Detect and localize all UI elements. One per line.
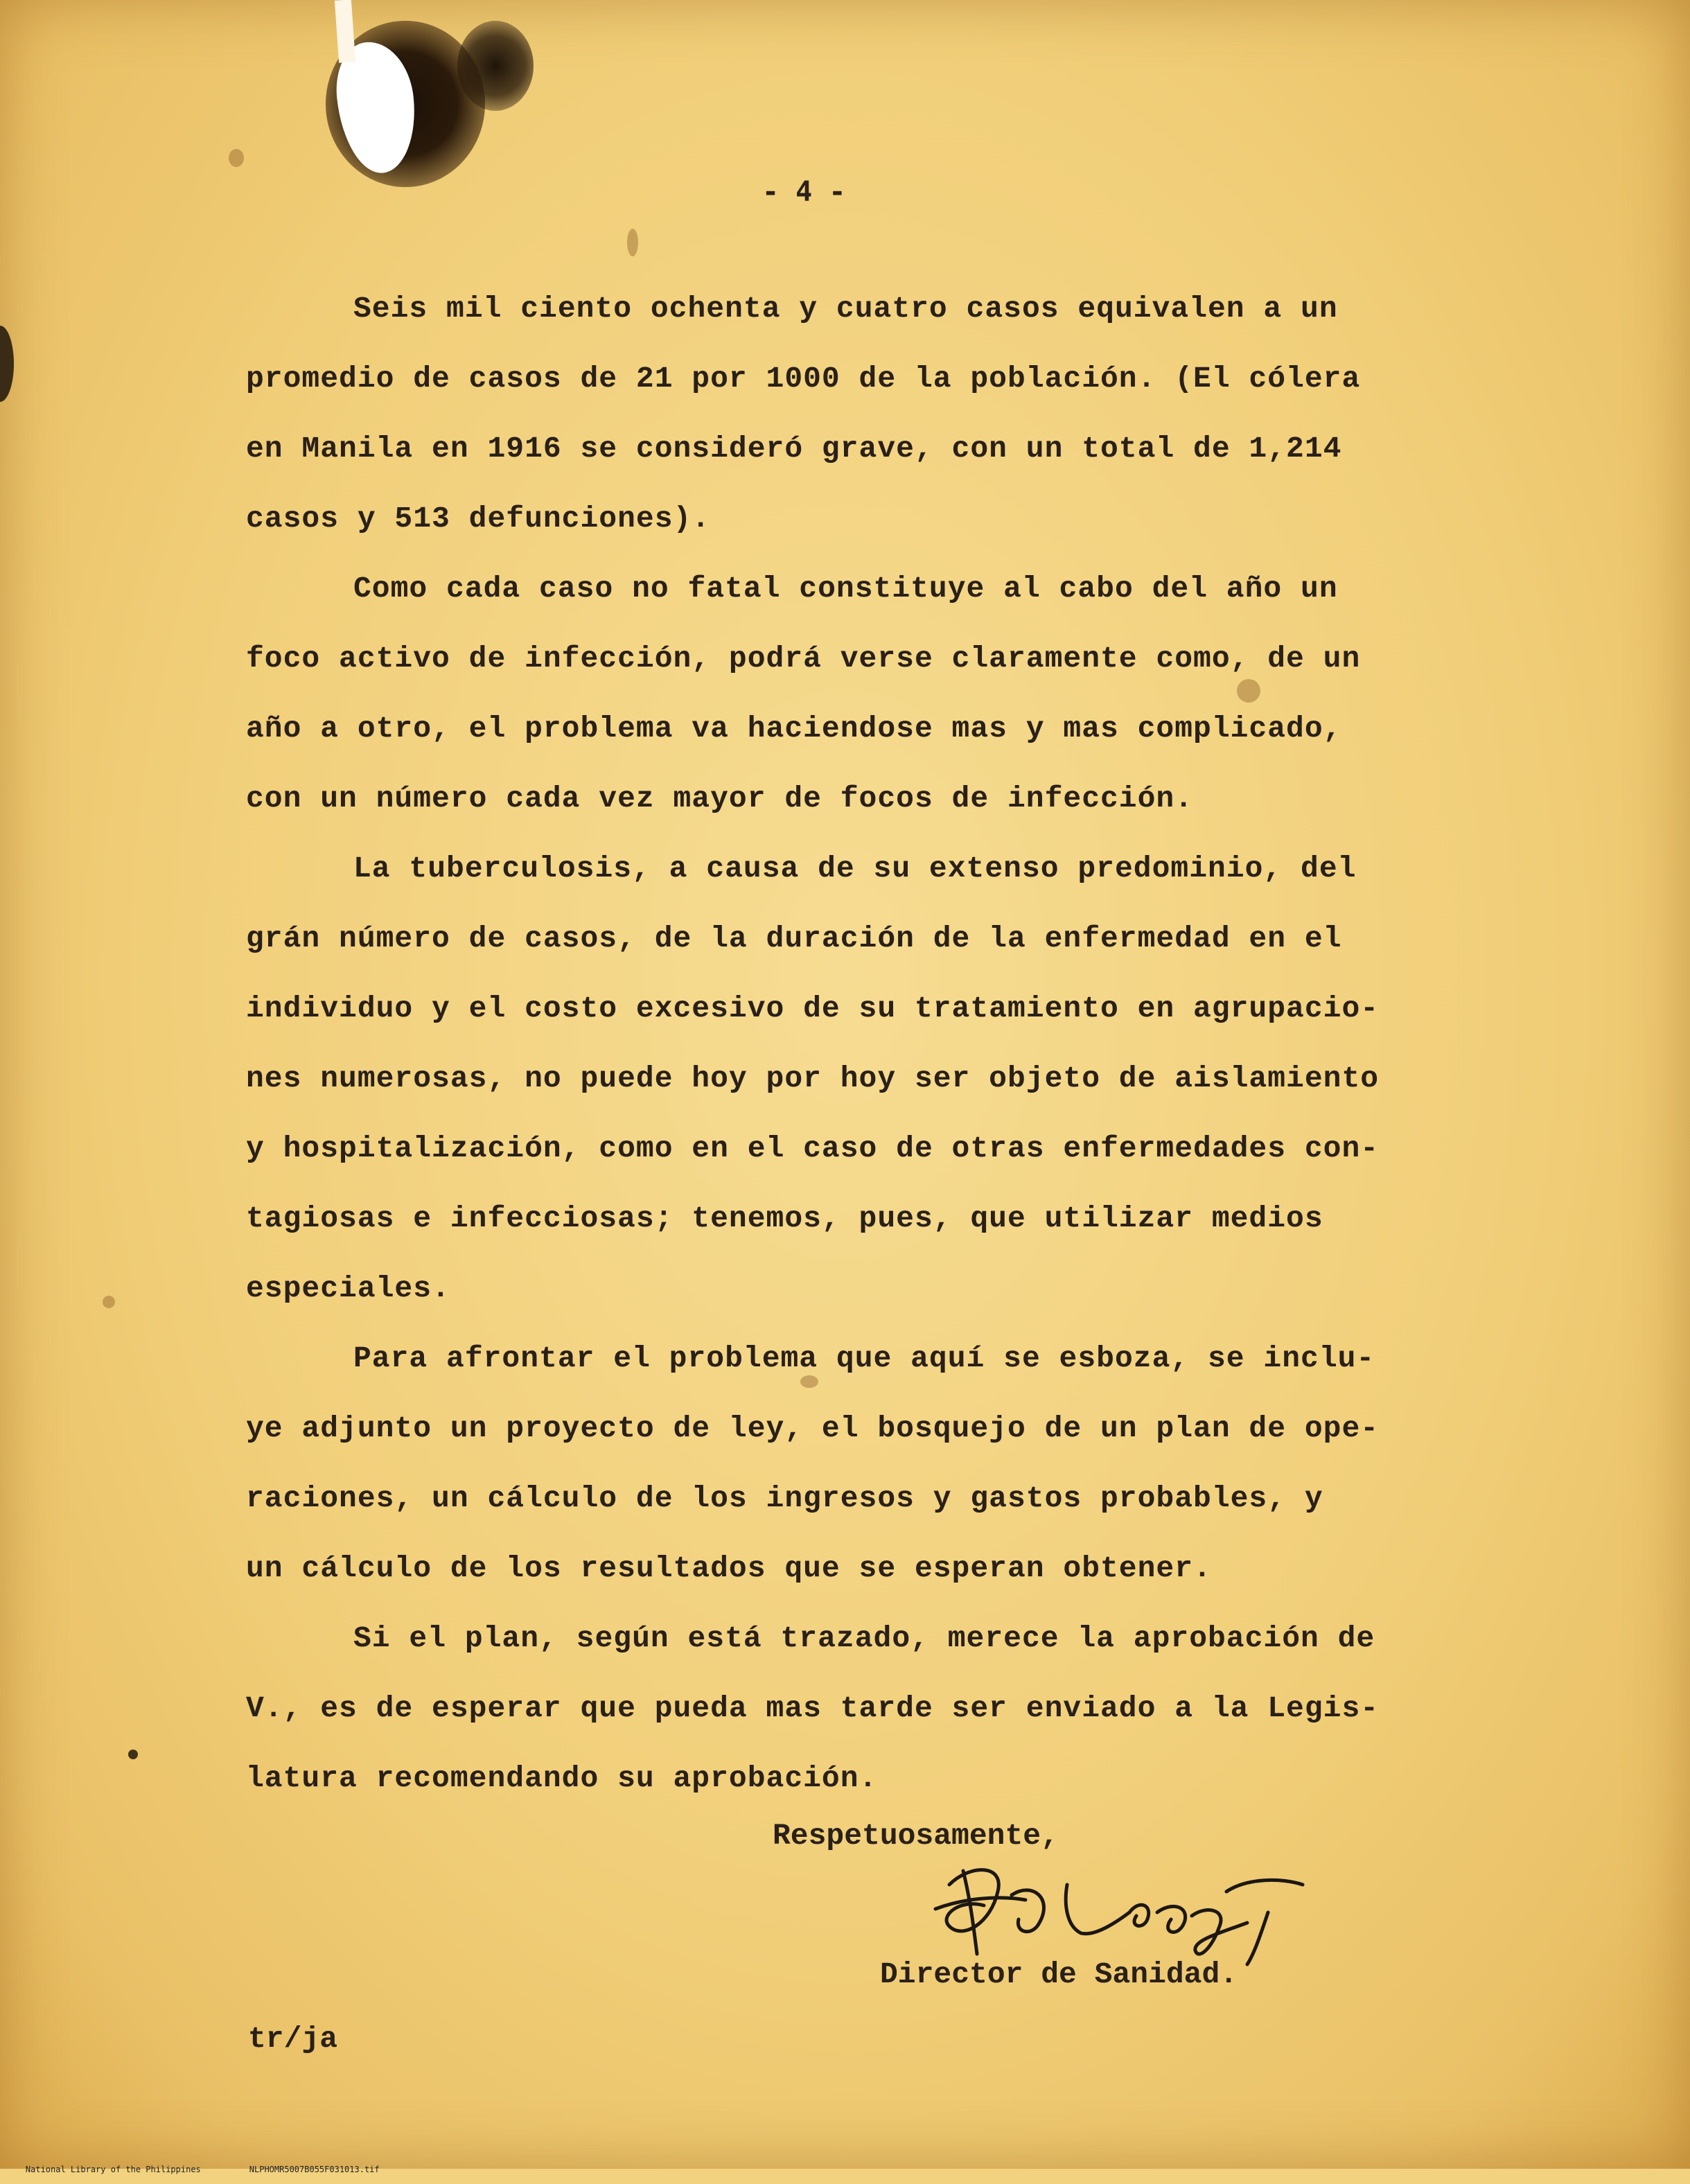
text-line: V., es de esperar que pueda mas tarde ser enviado a la Legis- bbox=[246, 1691, 1380, 1725]
text-line: latura recomendando su aprobación. bbox=[246, 1761, 878, 1795]
paper-spot bbox=[627, 229, 638, 256]
paragraph-tuberculosis bbox=[246, 834, 1569, 1323]
archive-name: National Library of the Philippines bbox=[25, 2165, 201, 2174]
paragraph-infection-foci bbox=[246, 554, 1569, 834]
text-line: en Manila en 1916 se consideró grave, con un total de 1,214 bbox=[246, 432, 1342, 466]
text-line: Para afrontar el problema que aquí se esboza, se inclu- bbox=[353, 1341, 1375, 1375]
text-line: Si el plan, según está trazado, merece la aprobación de bbox=[353, 1621, 1375, 1655]
letter-body bbox=[246, 274, 1569, 1813]
paper-spot bbox=[128, 1750, 138, 1759]
text-line: ye adjunto un proyecto de ley, el bosquejo de un plan de ope- bbox=[246, 1411, 1380, 1445]
text-line: promedio de casos de 21 por 1000 de la población. (El cólera bbox=[246, 362, 1361, 396]
archive-footer bbox=[6, 2155, 380, 2184]
text-line: foco activo de infección, podrá verse claramente como, de un bbox=[246, 642, 1361, 676]
text-line: Como cada caso no fatal constituye al cabo del año un bbox=[353, 572, 1338, 606]
text-line: Seis mil ciento ochenta y cuatro casos equivalen a un bbox=[353, 292, 1338, 326]
handwritten-signature bbox=[922, 1857, 1310, 1968]
text-line: grán número de casos, de la duración de la enfermedad en el bbox=[246, 922, 1342, 956]
text-line: con un número cada vez mayor de focos de infección. bbox=[246, 782, 1194, 816]
text-line: casos y 513 defunciones). bbox=[246, 502, 711, 536]
text-line: tagiosas e infecciosas; tenemos, pues, que utilizar medios bbox=[246, 1201, 1323, 1235]
text-line: raciones, un cálculo de los ingresos y gastos probables, y bbox=[246, 1481, 1323, 1515]
closing-salutation: Respetuosamente, bbox=[773, 1819, 1059, 1853]
text-line: y hospitalización, como en el caso de otras enfermedades con- bbox=[246, 1131, 1380, 1165]
edge-ink-mark bbox=[0, 326, 14, 402]
text-line: individuo y el costo excesivo de su tratamiento en agrupacio- bbox=[246, 992, 1380, 1025]
archive-file-id: NLPHOMR5007B055F031013.tif bbox=[249, 2165, 380, 2174]
paper-tear bbox=[335, 0, 355, 63]
paper-spot bbox=[103, 1296, 115, 1308]
signer-title: Director de Sanidad. bbox=[880, 1957, 1238, 1991]
paragraph-proposal bbox=[246, 1323, 1569, 1603]
paragraph-approval bbox=[246, 1603, 1569, 1813]
paragraph-cases bbox=[246, 274, 1569, 554]
text-line: un cálculo de los resultados que se esperan obtener. bbox=[246, 1551, 1212, 1585]
text-line: año a otro, el problema va haciendose mas y mas complicado, bbox=[246, 712, 1342, 746]
paper-spot bbox=[229, 149, 244, 167]
text-line: nes numerosas, no puede hoy por hoy ser objeto de aislamiento bbox=[246, 1062, 1380, 1095]
text-line: La tuberculosis, a causa de su extenso predominio, del bbox=[353, 852, 1357, 886]
burn-stain-small bbox=[457, 21, 534, 111]
typist-initials: tr/ja bbox=[248, 2022, 338, 2056]
text-line: especiales. bbox=[246, 1271, 450, 1305]
page-number: - 4 - bbox=[762, 176, 846, 208]
